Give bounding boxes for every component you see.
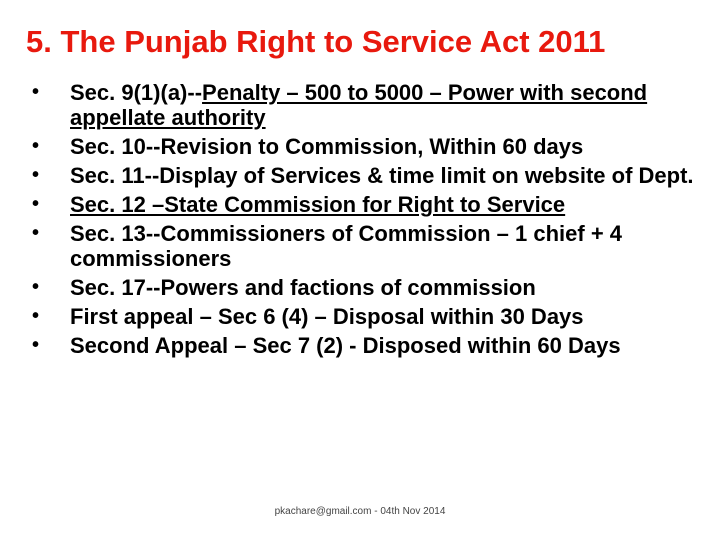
- bullet-icon: •: [32, 81, 40, 103]
- bullet-text: [70, 221, 702, 271]
- bullet-icon: •: [32, 305, 40, 327]
- bullet-text: [70, 333, 702, 358]
- bullet-icon: •: [32, 334, 40, 356]
- bullet-text: [70, 275, 702, 300]
- bullet-text-underlined: Penalty – 500 to 5000 – Power with second appellate authority: [70, 80, 648, 130]
- bullet-text: [70, 192, 702, 217]
- bullet-item-2: [30, 134, 702, 159]
- bullet-text-prefix: Sec. 9(1)(a)--: [70, 80, 203, 105]
- bullet-icon: •: [32, 164, 40, 186]
- bullet-text: [70, 163, 702, 188]
- bullet-text-prefix: First appeal – Sec 6 (4) – Disposal within 30 Days: [70, 304, 584, 329]
- bullet-text-prefix: Second Appeal – Sec 7 (2) - Disposed within 60 Days: [70, 333, 621, 358]
- bullet-text-prefix: Sec. 11--Display of Services & time limit on website of Dept.: [70, 163, 694, 188]
- bullet-item-4: [30, 192, 702, 217]
- bullet-list: [30, 80, 702, 362]
- bullet-item-6: [30, 275, 702, 300]
- bullet-text: [70, 80, 702, 130]
- bullet-item-5: [30, 221, 702, 271]
- bullet-icon: •: [32, 193, 40, 215]
- bullet-text: [70, 134, 702, 159]
- bullet-icon: •: [32, 276, 40, 298]
- bullet-item-7: [30, 304, 702, 329]
- bullet-item-1: [30, 80, 702, 130]
- slide-title: 5. The Punjab Right to Service Act 2011: [26, 24, 606, 59]
- bullet-text: [70, 304, 702, 329]
- bullet-text-prefix: Sec. 10--Revision to Commission, Within 60 days: [70, 134, 584, 159]
- bullet-text-underlined: Sec. 12 –State Commission for Right to Service: [70, 192, 566, 217]
- bullet-text-prefix: Sec. 17--Powers and factions of commission: [70, 275, 536, 300]
- bullet-item-8: [30, 333, 702, 358]
- slide-footer: pkachare@gmail.com - 04th Nov 2014: [274, 506, 446, 517]
- bullet-text-prefix: Sec. 13--Commissioners of Commission – 1 chief + 4 commissioners: [70, 221, 623, 271]
- bullet-icon: •: [32, 222, 40, 244]
- bullet-item-3: [30, 163, 702, 188]
- bullet-icon: •: [32, 135, 40, 157]
